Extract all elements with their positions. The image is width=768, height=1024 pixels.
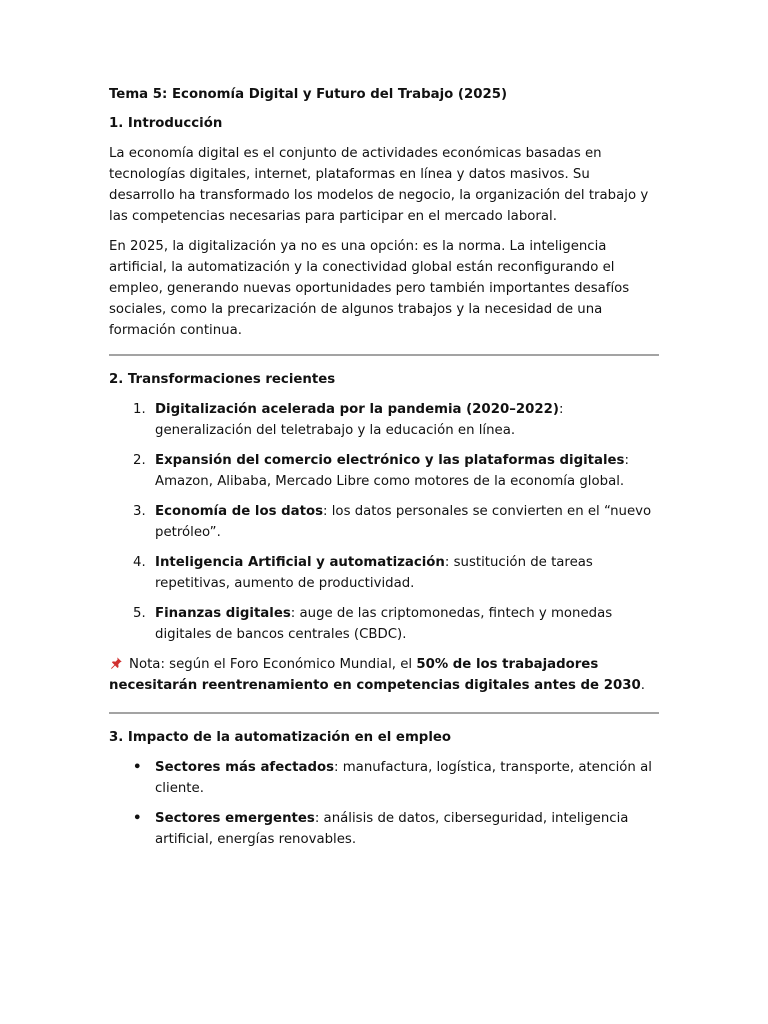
list-item-term: Finanzas digitales [155, 606, 291, 621]
list-number: 1. [133, 402, 146, 417]
list-item-description: : auge de las criptomonedas, fintech y monedas digitales de bancos centrales (CBDC). [155, 606, 613, 642]
list-item [109, 450, 659, 492]
note-highlight: 50% de los trabajadores necesitarán reentrenamiento en competencias digitales antes de 2030 [109, 657, 641, 693]
list-item-description: : análisis de datos, ciberseguridad, inteligencia artificial, energías renovables. [155, 811, 629, 847]
horizontal-rule [109, 712, 659, 714]
note [109, 654, 659, 696]
horizontal-rule [109, 354, 659, 356]
section-heading-transformaciones: 2. Transformaciones recientes [109, 372, 336, 387]
list-item [109, 501, 659, 543]
list-number: 5. [133, 606, 146, 621]
list-item-term: Sectores más afectados [155, 760, 335, 775]
list-item-term: Digitalización acelerada por la pandemia (2020–2022) [155, 402, 559, 417]
list-item-description: : manufactura, logística, transporte, atención al cliente. [155, 760, 652, 796]
list-item-term: Sectores emergentes [155, 811, 315, 826]
list-item-description: : Amazon, Alibaba, Mercado Libre como motores de la economía global. [155, 453, 629, 489]
paragraph: La economía digital es el conjunto de actividades económicas basadas en tecnologías digitales, internet, plataformas en línea y datos masivos. Su desarrollo ha transformado los modelos de negocio, la organización del trabajo y las competencias necesarias para participar en el mercado laboral. [109, 146, 649, 224]
list-item-description: : generalización del teletrabajo y la educación en línea. [155, 402, 564, 438]
list-number: 2. [133, 453, 146, 468]
document-page [109, 84, 659, 859]
bullet-icon: • [133, 760, 142, 775]
bullet-list [109, 757, 659, 850]
list-item-term: Economía de los datos [155, 504, 324, 519]
list-item [109, 808, 659, 850]
list-item-description: : los datos personales se convierten en el “nuevo petróleo”. [155, 504, 652, 540]
section-heading-introduccion: 1. Introducción [109, 116, 223, 131]
note-text: Nota: según el Foro Económico Mundial, el [129, 657, 417, 672]
list-item [109, 399, 659, 441]
list-item-description: : sustitución de tareas repetitivas, aumento de productividad. [155, 555, 593, 591]
bullet-icon: • [133, 811, 142, 826]
list-item [109, 603, 659, 645]
pushpin-icon [109, 656, 123, 670]
list-item [109, 552, 659, 594]
list-item-term: Expansión del comercio electrónico y las plataformas digitales [155, 453, 625, 468]
document-title: Tema 5: Economía Digital y Futuro del Trabajo (2025) [109, 87, 508, 102]
section-heading-impacto: 3. Impacto de la automatización en el empleo [109, 730, 452, 745]
list-number: 3. [133, 504, 146, 519]
list-number: 4. [133, 555, 146, 570]
numbered-list [109, 399, 659, 645]
paragraph: En 2025, la digitalización ya no es una opción: es la norma. La inteligencia artificial, la automatización y la conectividad global están reconfigurando el empleo, generando nuevas oportunidades pero también importantes desafíos sociales, como la precarización de algunos trabajos y la necesidad de una formación continua. [109, 239, 630, 338]
list-item-term: Inteligencia Artificial y automatización [155, 555, 445, 570]
note-suffix: . [640, 678, 645, 693]
list-item [109, 757, 659, 799]
